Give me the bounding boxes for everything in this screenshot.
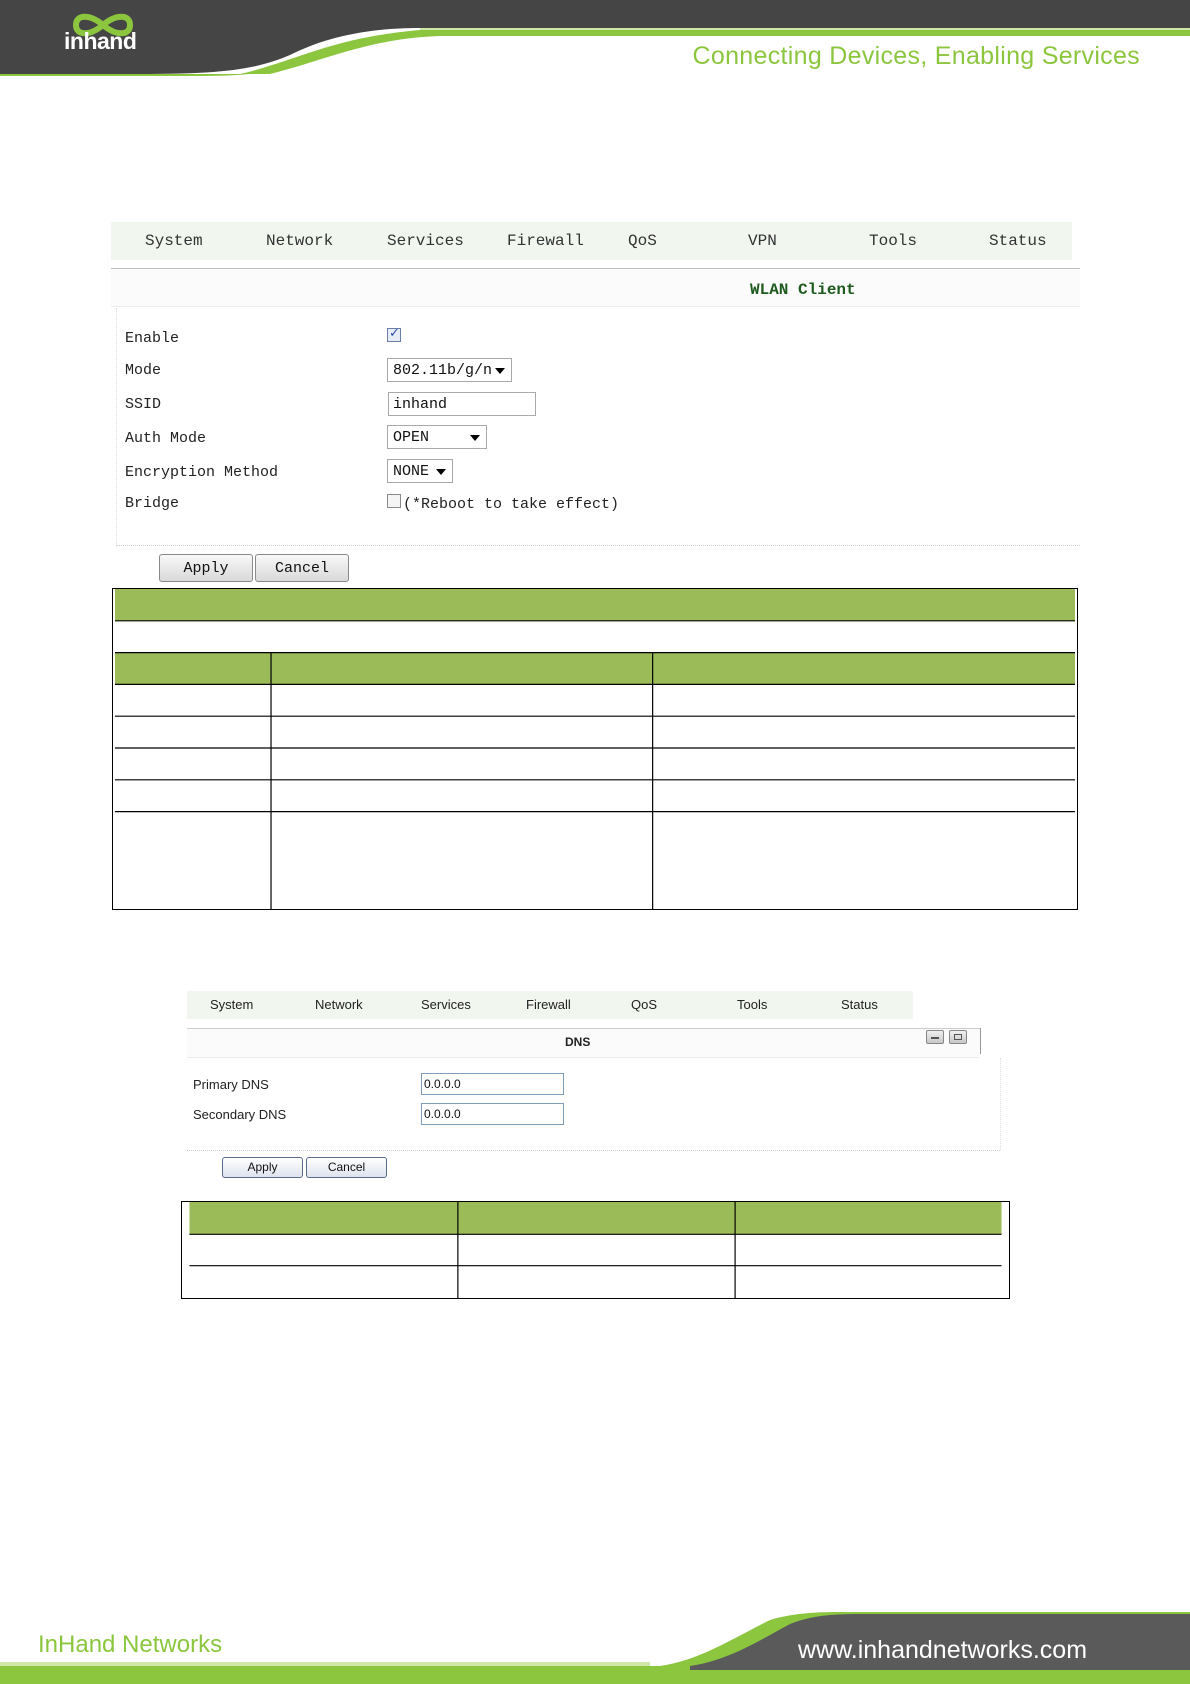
form-divider bbox=[187, 1150, 1000, 1151]
dns-nav-bar bbox=[187, 991, 913, 1019]
chevron-down-icon bbox=[470, 435, 480, 441]
ssid-label: SSID bbox=[125, 396, 162, 413]
enable-checkbox[interactable] bbox=[387, 328, 401, 342]
nav-vpn[interactable]: VPN bbox=[748, 232, 777, 250]
table-title-row bbox=[115, 589, 1075, 621]
nav-system[interactable]: System bbox=[210, 997, 254, 1012]
bridge-note: (*Reboot to take effect) bbox=[403, 496, 620, 513]
mode-select-value: 802.11b/g/n bbox=[393, 362, 493, 379]
primary-dns-input[interactable]: 0.0.0.0 bbox=[421, 1073, 564, 1095]
table-header-row bbox=[115, 653, 1075, 685]
nav-status[interactable]: Status bbox=[989, 232, 1047, 250]
dns-cancel-button[interactable]: Cancel bbox=[306, 1157, 387, 1178]
auth-mode-label: Auth Mode bbox=[125, 430, 207, 447]
chevron-down-icon bbox=[436, 469, 446, 475]
encryption-label: Encryption Method bbox=[125, 464, 279, 481]
footer-website[interactable]: www.inhandnetworks.com bbox=[798, 1636, 1088, 1664]
wlan-cancel-button[interactable]: Cancel bbox=[255, 554, 349, 582]
auth-mode-select[interactable] bbox=[387, 425, 487, 449]
minimize-icon[interactable] bbox=[926, 1030, 944, 1044]
wlan-apply-button[interactable]: Apply bbox=[159, 554, 253, 582]
ssid-input[interactable]: inhand bbox=[388, 392, 536, 416]
wlan-section-header bbox=[111, 270, 1080, 307]
nav-network[interactable]: Network bbox=[266, 232, 334, 250]
encryption-select[interactable] bbox=[387, 459, 453, 483]
nav-firewall[interactable]: Firewall bbox=[526, 997, 571, 1012]
nav-qos[interactable]: QoS bbox=[631, 997, 658, 1012]
panel-edge bbox=[980, 1028, 981, 1054]
encryption-select-value: NONE bbox=[393, 463, 430, 480]
secondary-dns-input[interactable]: 0.0.0.0 bbox=[421, 1103, 564, 1125]
dns-parameter-table bbox=[181, 1201, 1010, 1299]
wlan-parameter-table bbox=[112, 588, 1078, 910]
nav-tools[interactable]: Tools bbox=[737, 997, 768, 1012]
nav-tools[interactable]: Tools bbox=[869, 232, 918, 250]
enable-label: Enable bbox=[125, 330, 180, 347]
nav-status[interactable]: Status bbox=[841, 997, 878, 1012]
dns-form bbox=[187, 1058, 1001, 1150]
dns-section-title: DNS bbox=[565, 1035, 591, 1049]
primary-dns-label: Primary DNS bbox=[193, 1077, 269, 1092]
mode-select[interactable] bbox=[387, 358, 512, 382]
auth-mode-select-value: OPEN bbox=[393, 429, 430, 446]
nav-services[interactable]: Services bbox=[387, 232, 464, 250]
nav-divider bbox=[111, 268, 1080, 269]
secondary-dns-label: Secondary DNS bbox=[193, 1107, 287, 1122]
form-divider bbox=[116, 545, 1080, 546]
nav-firewall[interactable]: Firewall bbox=[507, 232, 584, 250]
chevron-down-icon bbox=[495, 368, 505, 374]
footer-company: InHand Networks bbox=[38, 1631, 223, 1658]
mode-label: Mode bbox=[125, 362, 162, 379]
nav-services[interactable]: Services bbox=[421, 997, 471, 1012]
table-header-row bbox=[189, 1202, 1001, 1234]
header-tagline: Connecting Devices, Enabling Services bbox=[692, 42, 1140, 70]
nav-system[interactable]: System bbox=[145, 232, 203, 250]
bridge-label: Bridge bbox=[125, 495, 180, 512]
wlan-nav-bar bbox=[111, 222, 1072, 260]
nav-network[interactable]: Network bbox=[315, 997, 363, 1012]
dns-apply-button[interactable]: Apply bbox=[222, 1157, 303, 1178]
nav-qos[interactable]: QoS bbox=[628, 232, 657, 250]
logo-wordmark: inhand bbox=[64, 28, 137, 54]
maximize-icon[interactable] bbox=[949, 1030, 967, 1044]
wlan-section-title: WLAN Client bbox=[750, 281, 856, 299]
bridge-checkbox[interactable] bbox=[387, 494, 401, 508]
